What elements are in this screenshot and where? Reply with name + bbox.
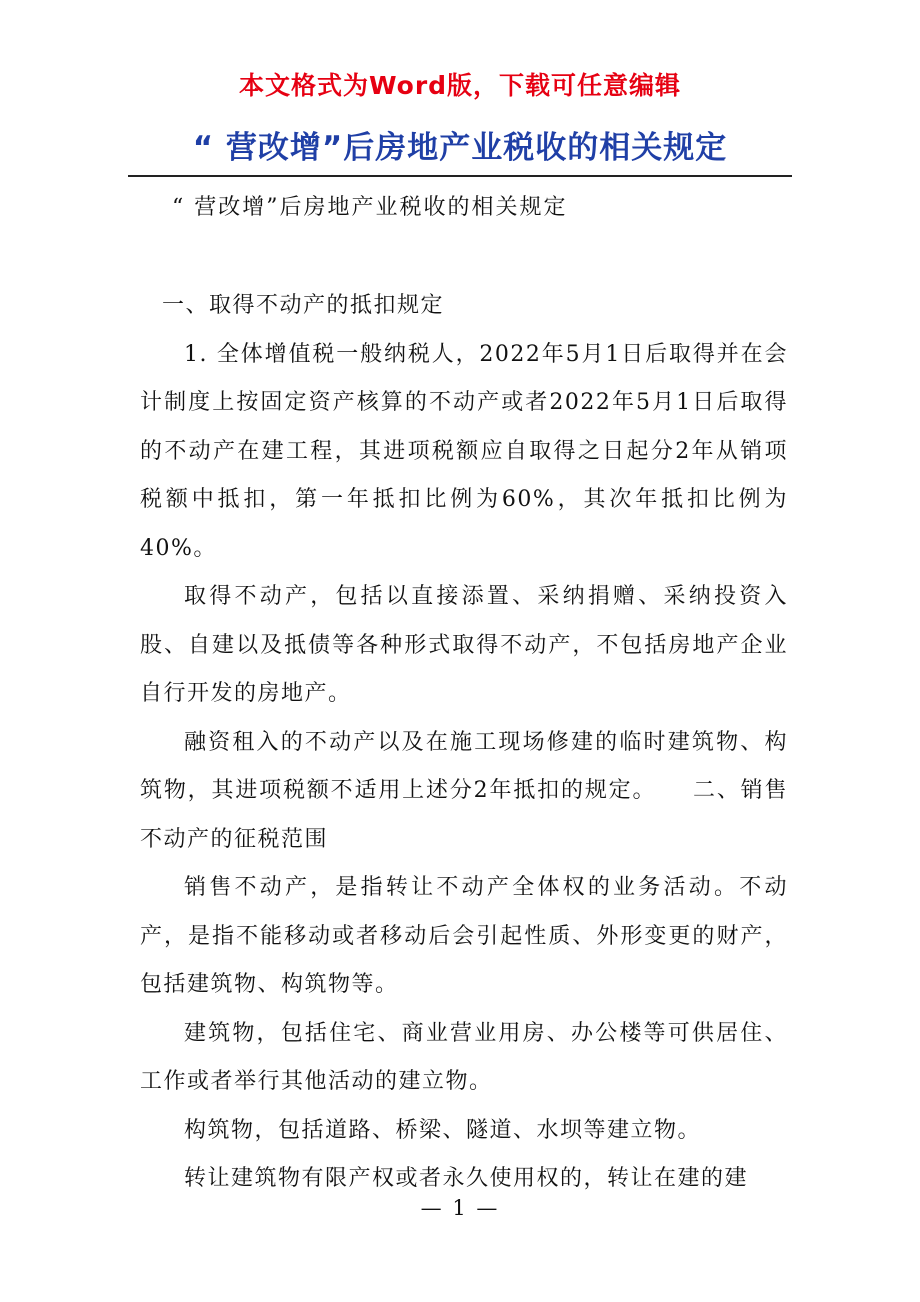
document-subtitle: “ 营改增”后房地产业税收的相关规定 [172,195,568,220]
body-paragraph: 融资租入的不动产以及在施工现场修建的临时建筑物、构筑物，其进项税额不适用上述分2年抵扣的规定。 二、销售不动产的征税范围 [140,729,788,852]
document-title: “ 营改增”后房地产业税收的相关规定 [192,130,728,166]
body-paragraph: 销售不动产，是指转让不动产全体权的业务活动。不动产，是指不能移动或者移动后会引起性质、外形变更的财产，包括建筑物、构筑物等。 [140,875,788,997]
title-divider [128,175,792,177]
body-paragraph: 构筑物，包括道路、桥梁、隧道、水坝等建立物。 [184,1117,702,1143]
word-format-notice: 本文格式为Word版，下载可任意编辑 [238,71,682,100]
body-paragraph: 取得不动产，包括以直接添置、采纳捐赠、采纳投资入股、自建以及抵债等各种形式取得不动产，不包括房地产企业自行开发的房地产。 [140,584,788,706]
page-number: — 1 — [420,1196,500,1220]
body-paragraph: 1. 全体增值税一般纳税人，2022年5月1日后取得并在会计制度上按固定资产核算的不动产或者2022年5月1日后取得的不动产在建工程，其进项税额应自取得之日起分2年从销项税额中抵扣，第一年抵扣比例为60%，其次年抵扣比例为40%。 [140,341,788,561]
document-body [140,282,788,1204]
section-heading: 一、取得不动产的抵扣规定 [162,293,445,318]
body-paragraph: 建筑物，包括住宅、商业营业用房、办公楼等可供居住、工作或者举行其他活动的建立物。 [140,1020,788,1094]
body-paragraph: 转让建筑物有限产权或者永久使用权的，转让在建的建 [184,1166,749,1191]
